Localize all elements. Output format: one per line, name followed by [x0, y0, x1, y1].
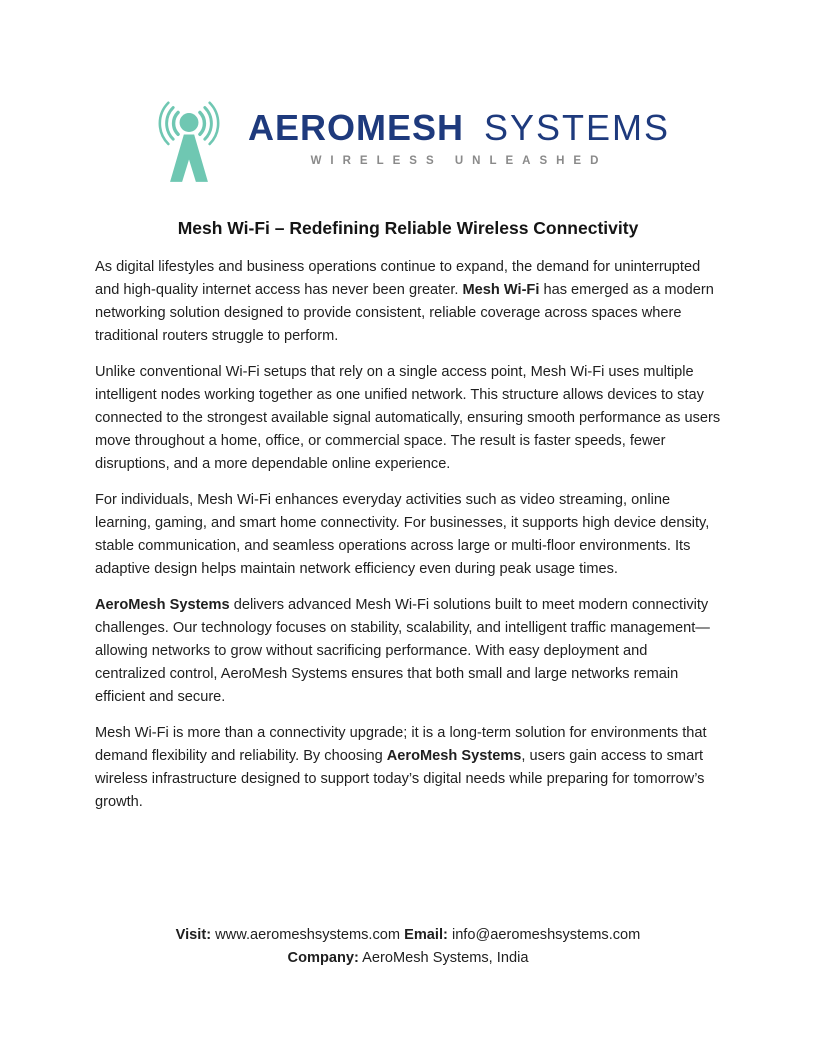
- footer-company-line: Company: AeroMesh Systems, India: [287, 950, 529, 966]
- brand-name-light: SYSTEMS: [484, 106, 671, 148]
- document-footer: [95, 924, 721, 970]
- body-paragraph: As digital lifestyles and business operations continue to expand, the demand for uninterrupted and high-quality internet access has never been greater. Mesh Wi-Fi has emerged as a modern networking solution designed to provide consistent, reliable coverage across spaces where traditional routers struggle to perform.: [95, 259, 714, 344]
- company-logo: [95, 90, 721, 186]
- document-body: [95, 256, 721, 814]
- footer-contact-line: Visit: www.aeromeshsystems.com Email: info@aeromeshsystems.com: [175, 927, 641, 943]
- brand-tagline: WIRELESS UNLEASHED: [310, 154, 608, 167]
- wifi-antenna-icon: [146, 90, 232, 186]
- body-paragraph: For individuals, Mesh Wi-Fi enhances everyday activities such as video streaming, online learning, gaming, and smart home connectivity. For businesses, it supports high device density, stable communication, and seamless operations across large or multi-floor environments. Its adaptive design helps maintain network efficiency even during peak usage times.: [95, 492, 710, 577]
- brand-name: [247, 106, 671, 148]
- body-paragraph: AeroMesh Systems delivers advanced Mesh Wi-Fi solutions built to meet modern connectivity challenges. Our technology focuses on stability, scalability, and intelligent traffic management—allowing networks to grow without sacrificing performance. With easy deployment and centralized control, AeroMesh Systems ensures that both small and large networks remain efficient and secure.: [95, 597, 710, 705]
- body-paragraph: Unlike conventional Wi-Fi setups that rely on a single access point, Mesh Wi-Fi uses multiple intelligent nodes working together as one unified network. This structure allows devices to stay connected to the strongest available signal automatically, ensuring smooth performance as users move throughout a home, office, or commercial space. The result is faster speeds, fewer disruptions, and a more dependable online experience.: [95, 364, 721, 472]
- body-paragraph: Mesh Wi-Fi is more than a connectivity upgrade; it is a long-term solution for environments that demand flexibility and reliability. By choosing AeroMesh Systems, users gain access to smart wireless infrastructure designed to support today’s digital needs while preparing for tomorrow’s growth.: [95, 725, 707, 810]
- document-title: Mesh Wi-Fi – Redefining Reliable Wireless Connectivity: [177, 218, 639, 238]
- logo-text: [247, 106, 671, 167]
- brand-name-bold: AEROMESH: [247, 106, 464, 148]
